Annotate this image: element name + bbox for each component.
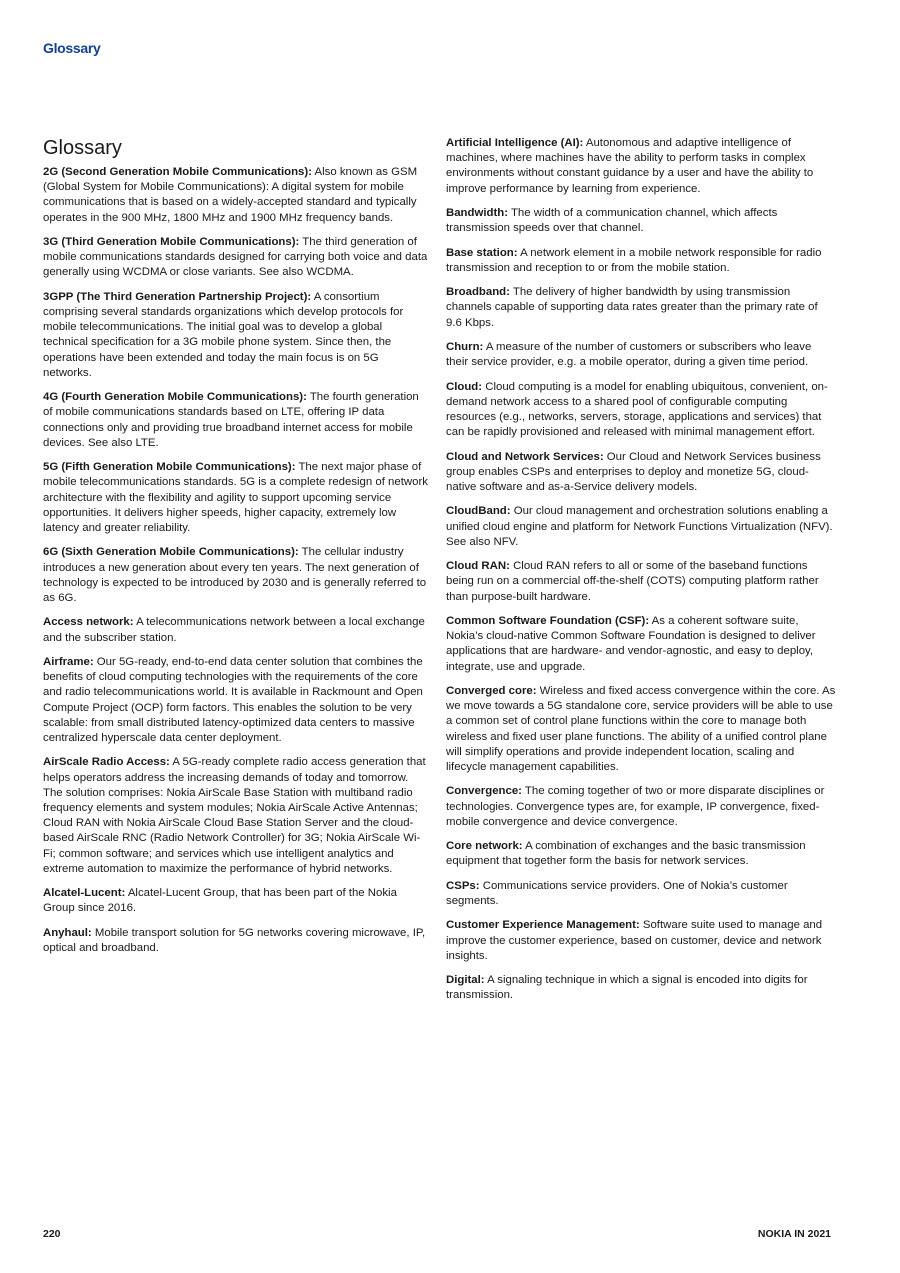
glossary-entry <box>43 165 429 226</box>
glossary-entry <box>446 614 836 675</box>
glossary-definition: A measure of the number of customers or subscribers who leave their service provider, e.g. a mobile operator, during a given time period. <box>446 340 812 369</box>
glossary-term: Cloud RAN: <box>446 560 510 573</box>
glossary-term: Base station: <box>446 246 518 259</box>
glossary-term: Converged core: <box>446 684 537 697</box>
glossary-entry <box>43 926 429 956</box>
page-number: 220 <box>43 1228 61 1240</box>
glossary-entry <box>43 460 429 536</box>
glossary-term: AirScale Radio Access: <box>43 756 170 769</box>
page-title: Glossary <box>43 137 122 159</box>
glossary-entry <box>43 235 429 281</box>
glossary-entry <box>446 285 836 331</box>
running-header: Glossary <box>43 40 101 56</box>
glossary-term: CSPs: <box>446 879 480 892</box>
glossary-definition: The delivery of higher bandwidth by using transmission channels capable of supporting data rates greater than the primary rate of 9.6 Kbps. <box>446 286 818 329</box>
glossary-entry <box>446 450 836 496</box>
glossary-definition: The cellular industry introduces a new generation about every ten years. The next generation of technology is expected to be introduced by 2030 and is generally referred to as 6G. <box>43 546 427 605</box>
glossary-definition: Wireless and fixed access convergence within the core. As we move towards a 5G standalone core, service providers will be able to use a common set of control plane functions within the core to manage both wireless and fixed user plane functions. The ability of a unified control plane will simplify operations and provide independent location, scaling and lifecycle management capabilities. <box>446 684 836 773</box>
glossary-term: 6G (Sixth Generation Mobile Communications): <box>43 546 299 559</box>
glossary-definition: Mobile transport solution for 5G networks covering microwave, IP, optical and broadband. <box>43 926 426 955</box>
glossary-term: Anyhaul: <box>43 926 92 939</box>
glossary-term: Churn: <box>446 340 484 353</box>
glossary-entry <box>446 206 836 236</box>
glossary-list-left <box>43 165 429 956</box>
glossary-term: Digital: <box>446 974 485 987</box>
glossary-definition: A consortium comprising several standards organizations which develop protocols for mobile telecommunications. The initial goal was to develop a global technical specification for a 3G mobile phone system. Since then, the operations have been extended and today the main focus is on 5G networks. <box>43 290 404 379</box>
glossary-definition: A telecommunications network between a local exchange and the subscriber station. <box>43 616 425 644</box>
glossary-definition: A network element in a mobile network responsible for radio transmission and reception to or from the mobile station. <box>446 246 822 274</box>
glossary-definition: Our 5G-ready, end-to-end data center solution that combines the benefits of cloud computing technologies with the requirements of the core and radio telecommunications world. It is available in Rackmount and Open Compute Project (OCP) form factors. This enables the solution to be very scalable: from small distributed latency-optimized data centers to massive centralized hyperscale data center deployment. <box>43 656 423 745</box>
left-column <box>43 136 429 965</box>
glossary-definition: The fourth generation of mobile communications standards based on LTE, offering IP data connections only and providing true broadband internet access for mobile devices. See also LTE. <box>43 391 419 449</box>
glossary-entry <box>446 784 836 830</box>
glossary-term: 4G (Fourth Generation Mobile Communications): <box>43 391 307 404</box>
glossary-term: CloudBand: <box>446 505 511 518</box>
glossary-term: 3GPP (The Third Generation Partnership Project): <box>43 290 312 303</box>
glossary-definition: Cloud computing is a model for enabling ubiquitous, convenient, on-demand network access to a shared pool of configurable computing resources (e.g., networks, servers, storage, applications and services) that can be rapidly provisioned and released with minimal management effort. <box>446 380 828 439</box>
glossary-entry <box>446 879 836 909</box>
glossary-definition: Software suite used to manage and improve the customer experience, based on customer, device and network insights. <box>446 919 823 962</box>
glossary-entry <box>446 380 836 441</box>
glossary-term: 3G (Third Generation Mobile Communications): <box>43 236 300 248</box>
glossary-definition: Our cloud management and orchestration solutions enabling a unified cloud engine and platform for Network Functions Virtualization (NFV). See also NFV. <box>446 505 833 548</box>
glossary-definition: A signaling technique in which a signal is encoded into digits for transmission. <box>446 974 808 1002</box>
glossary-term: Alcatel-Lucent: <box>43 887 126 900</box>
glossary-entry <box>43 390 429 451</box>
glossary-definition: Our Cloud and Network Services business group enables CSPs and enterprises to deploy and monetize 5G, cloud-native software and as-a-Service delivery models. <box>446 450 821 493</box>
glossary-term: Core network: <box>446 840 523 853</box>
glossary-term: Convergence: <box>446 785 522 798</box>
glossary-entry <box>446 684 836 775</box>
glossary-term: Airframe: <box>43 656 94 668</box>
glossary-definition: Autonomous and adaptive intelligence of machines, where machines have the ability to perform tasks in complex environments without constant guidance by a user and have the ability to improve performance by learning from experience. <box>446 137 814 195</box>
glossary-term: 2G (Second Generation Mobile Communications): <box>43 166 312 178</box>
right-column <box>446 136 836 1013</box>
glossary-term: Broadband: <box>446 286 510 299</box>
glossary-entry <box>446 504 836 550</box>
glossary-definition: A combination of exchanges and the basic transmission equipment that together form the basis for network services. <box>446 840 806 868</box>
glossary-entry <box>446 973 836 1003</box>
glossary-definition: Cloud RAN refers to all or some of the baseband functions being run on a commercial off-the-shelf (COTS) computing platform rather than purpose-built hardware. <box>446 560 819 603</box>
publication-name: NOKIA IN 2021 <box>757 1228 831 1240</box>
glossary-entry <box>446 340 836 370</box>
glossary-definition: The third generation of mobile communications standards designed for carrying both voice and data generally using WCDMA or close variants. See also WCDMA. <box>43 236 428 279</box>
glossary-entry <box>43 290 429 381</box>
glossary-entry <box>43 615 429 645</box>
glossary-term: 5G (Fifth Generation Mobile Communications): <box>43 461 296 474</box>
glossary-definition: Communications service providers. One of Nokia’s customer segments. <box>446 879 788 907</box>
glossary-entry <box>43 545 429 606</box>
glossary-definition: The width of a communication channel, which affects transmission speeds over that channel. <box>446 207 778 235</box>
glossary-list-right <box>446 136 836 1004</box>
glossary-term: Access network: <box>43 616 134 629</box>
glossary-definition: The coming together of two or more disparate disciplines or technologies. Convergence types are, for example, IP convergence, fixed-mobile convergence and device convergence. <box>446 785 825 828</box>
glossary-entry <box>43 886 429 916</box>
glossary-entry <box>446 918 836 964</box>
glossary-term: Cloud and Network Services: <box>446 450 604 463</box>
glossary-entry <box>446 839 836 869</box>
glossary-definition: The next major phase of mobile telecommunications standards. 5G is a complete redesign of network architecture with the flexibility and agility to support upcoming service opportunities. It delivers higher speeds, higher capacity, extremely low latency and greater reliability. <box>43 461 428 535</box>
glossary-definition: As a coherent software suite, Nokia’s cloud-native Common Software Foundation is designed to deliver applications that are hardware- and vendor-agnostic, and easy to deploy, integrate, use and upgrade. <box>446 614 816 673</box>
glossary-entry <box>446 246 836 276</box>
glossary-definition: Also known as GSM (Global System for Mobile Communications): A digital system for mobile communications that is based on a widely-accepted standard and typically operates in the 900 MHz, 1800 MHz and 1900 MHz frequency bands. <box>43 166 418 224</box>
glossary-entry <box>446 559 836 605</box>
glossary-definition: A 5G-ready complete radio access generation that helps operators address the increasing demands of today and tomorrow. The solution comprises: Nokia AirScale Base Station with multiband radio frequency elements and system modules; Nokia AirScale Active Antennas; Cloud RAN with Nokia AirScale Cloud Base Station Server and the cloud-based AirScale RNC (Radio Network Controller) for 3G; Nokia AirScale Wi-Fi; common software; and services which use intelligent analytics and extreme automation to maximize the performance of hybrid networks. <box>43 756 426 875</box>
glossary-term: Cloud: <box>446 380 483 393</box>
glossary-definition: Alcatel-Lucent Group, that has been part of the Nokia Group since 2016. <box>43 887 397 915</box>
glossary-term: Bandwidth: <box>446 207 509 219</box>
glossary-entry <box>43 755 429 877</box>
glossary-term: Artificial Intelligence (AI): <box>446 137 584 149</box>
glossary-entry <box>43 655 429 746</box>
glossary-term: Common Software Foundation (CSF): <box>446 614 650 627</box>
glossary-entry <box>446 136 836 197</box>
glossary-term: Customer Experience Management: <box>446 919 640 932</box>
